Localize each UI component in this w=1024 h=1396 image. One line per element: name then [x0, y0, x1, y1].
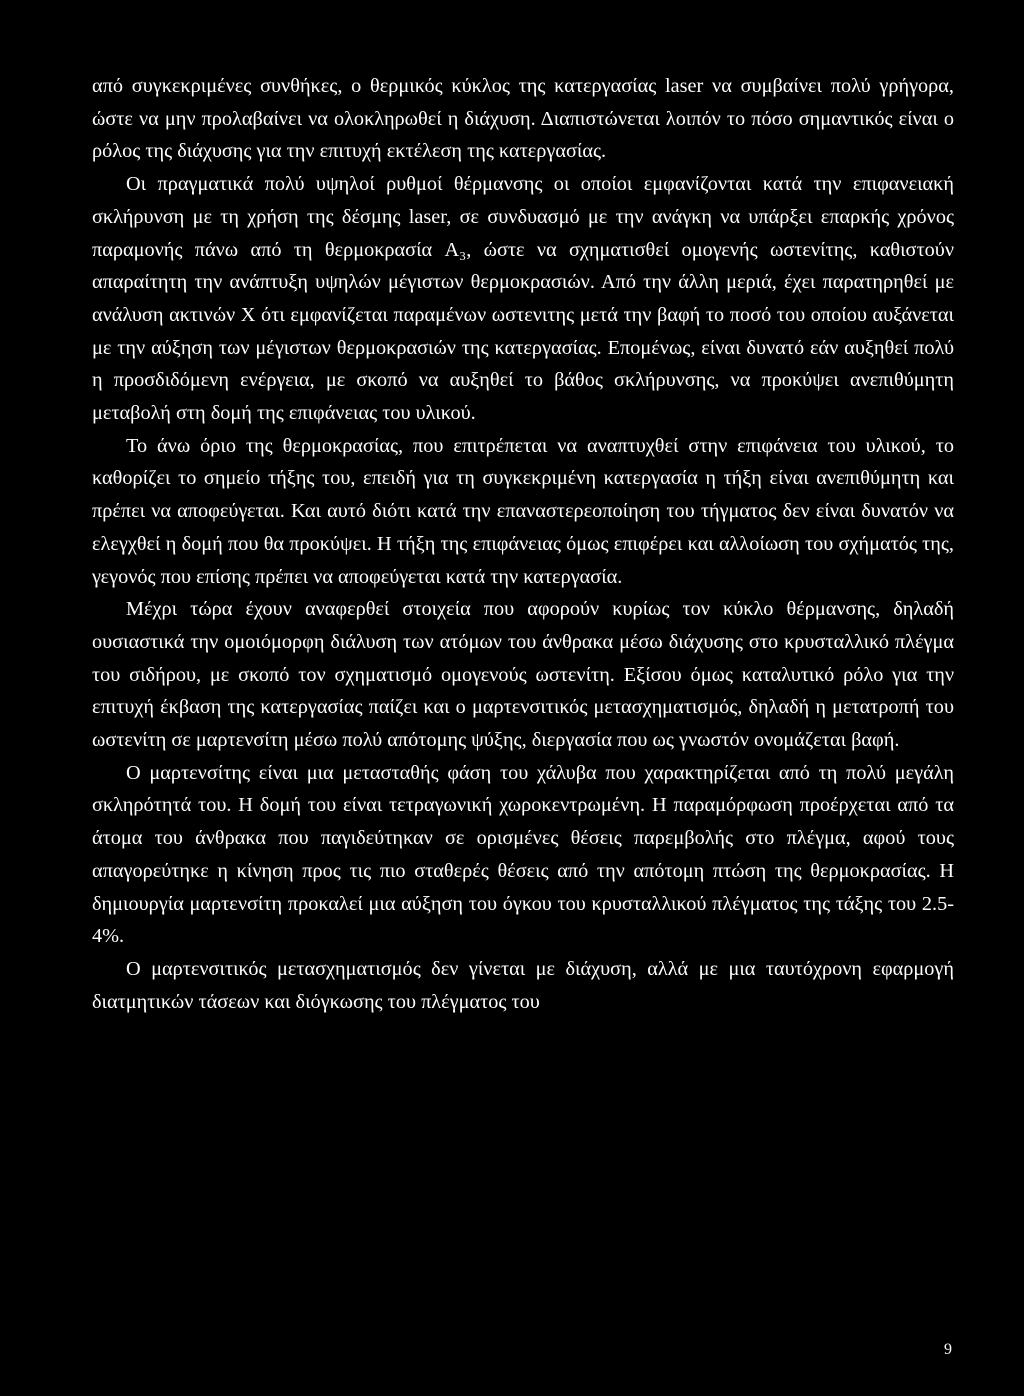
- paragraph-martensitic-transformation: Μέχρι τώρα έχουν αναφερθεί στοιχεία που αφορούν κυρίως τον κύκλο θέρμανσης, δηλαδή ουσιαστικά την ομοιόμορφη διάλυση των ατόμων του άνθρακα μέσω διάχυσης στο κρυσταλλικό πλέγμα του σιδήρου, με σκοπό τον σχηματισμό ομογενούς ωστενίτη. Εξίσου όμως καταλυτικό ρόλο για την επιτυχή έκβαση της κατεργασίας παίζει και ο μαρτενσιτικός μετασχηματισμός, δηλαδή η μετατροπή του ωστενίτη σε μαρτενσίτη μέσω πολύ απότομης ψύξης, διεργασία που ως γνωστόν ονομάζεται βαφή.: [92, 598, 954, 752]
- paragraph-diffusion-intro: από συγκεκριμένες συνθήκες, ο θερμικός κύκλος της κατεργασίας laser να συμβαίνει πολύ γρήγορα, ώστε να μην προλαβαίνει να ολοκληρωθεί η διάχυση. Διαπιστώνεται λοιπόν το πόσο σημαντικός είναι ο ρόλος της διάχυσης για την επιτυχή εκτέλεση της κατεργασίας.: [92, 75, 954, 163]
- paragraph-heating-rates: Οι πραγματικά πολύ υψηλοί ρυθμοί θέρμανσης οι οποίοι εμφανίζονται κατά την επιφανειακή σκλήρυνση με τη χρήση της δέσμης laser, σε συνδυασμό με την ανάγκη να υπάρξει επαρκής χρόνος παραμονής πάνω από τη θερμοκρασία A₃, ώστε να σχηματισθεί ομογενής ωστενίτης, καθιστούν απαραίτητη την ανάπτυξη υψηλών μέγιστων θερμοκρασιών. Από την άλλη μεριά, έχει παρατηρηθεί με ανάλυση ακτινών X ότι εμφανίζεται παραμένων ωστενιτης μετά την βαφή το ποσό του οποίου αυξάνεται με την αύξηση των μέγιστων θερμοκρασιών της κατεργασίας. Επομένως, είναι δυνατό εάν αυξηθεί πολύ η προσδιδόμενη ενέργεια, με σκοπό να αυξηθεί το βάθος σκλήρυνσης, να προκύψει ανεπιθύμητη μεταβολή στη δομή της επιφάνειας του υλικού.: [92, 173, 954, 425]
- document-body: [92, 70, 954, 1018]
- paragraph-martensite-properties: Ο μαρτενσίτης είναι μια μετασταθής φάση του χάλυβα που χαρακτηρίζεται από τη πολύ μεγάλη σκληρότητά του. Η δομή του είναι τετραγωνική χωροκεντρωμένη. Η παραμόρφωση προέρχεται από τα άτομα του άνθρακα που παγιδεύτηκαν σε ορισμένες θέσεις παρεμβολής στο πλέγμα, αφού τους απαγορεύτηκε η κίνηση προς τις πιο σταθερές θέσεις από την απότομη πτώση της θερμοκρασίας. Η δημιουργία μαρτενσίτη προκαλεί μια αύξηση του όγκου του κρυσταλλικού πλέγματος της τάξης του 2.5-4%.: [92, 761, 954, 948]
- page-number: 9: [944, 1341, 952, 1358]
- paragraph-melting-limit: Το άνω όριο της θερμοκρασίας, που επιτρέπεται να αναπτυχθεί στην επιφάνεια του υλικού, το καθορίζει το σημείο τήξης του, επειδή για τη συγκεκριμένη κατεργασία η τήξη είναι ανεπιθύμητη και πρέπει να αποφεύγεται. Και αυτό διότι κατά την επαναστερεοποίηση του τήγματος δεν είναι δυνατόν να ελεγχθεί η δομή που θα προκύψει. Η τήξη της επιφάνειας όμως επιφέρει και αλλοίωση του σχήματός της, γεγονός που επίσης πρέπει να αποφεύγεται κατά την κατεργασία.: [92, 434, 954, 588]
- paragraph-shear-mechanism: Ο μαρτενσιτικός μετασχηματισμός δεν γίνεται με διάχυση, αλλά με μια ταυτόχρονη εφαρμογή διατμητικών τάσεων και διόγκωσης του πλέγματος του: [92, 957, 954, 1013]
